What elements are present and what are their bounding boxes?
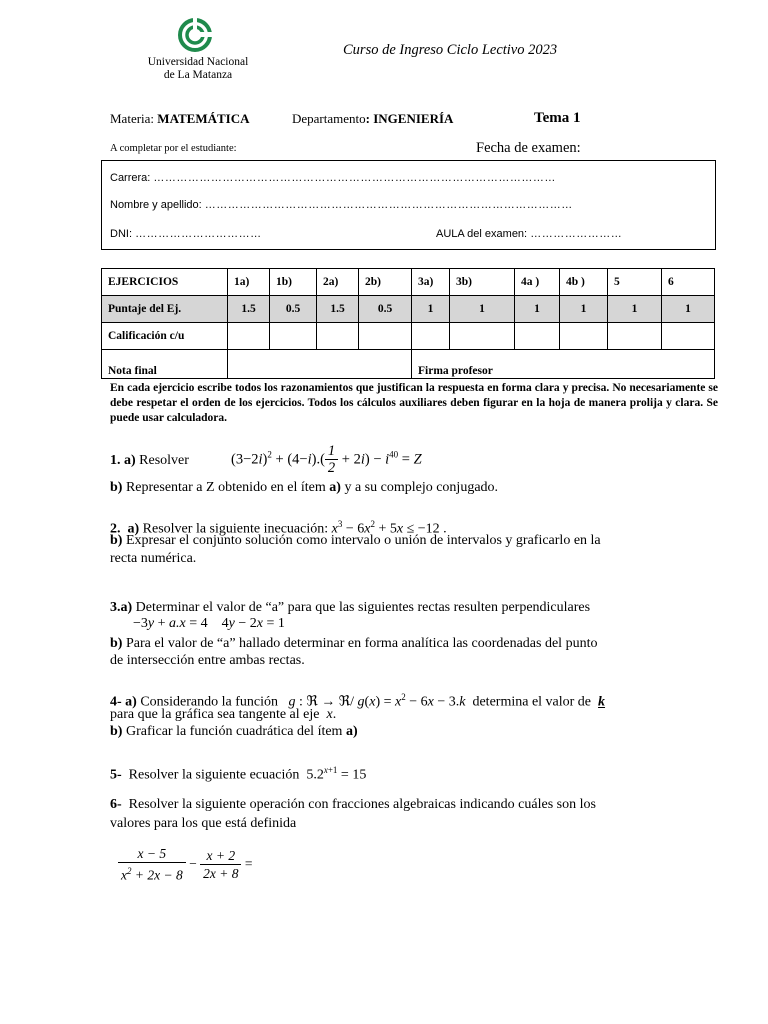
table-cell: 6 <box>662 269 715 296</box>
table-cell: 2b) <box>359 269 412 296</box>
question-6: 6- Resolver la siguiente operación con fracciones algebraicas indicando cuáles son los <box>110 797 596 812</box>
table-cell: EJERCICIOS <box>102 269 228 296</box>
dni-field[interactable]: DNI: …………………………… <box>110 228 262 240</box>
table-cell: 4b ) <box>560 269 608 296</box>
table-cell: 4a ) <box>515 269 560 296</box>
table-cell: Nota final <box>102 350 228 379</box>
question-2b: b) Expresar el conjunto solución como intervalo o unión de intervalos y graficarlo en la <box>110 533 601 548</box>
final-grade-row <box>102 350 715 379</box>
table-cell: 3a) <box>412 269 450 296</box>
table-cell: Puntaje del Ej. <box>102 296 228 323</box>
table-cell: 3b) <box>450 269 515 296</box>
question-3b: b) Para el valor de “a” hallado determinar en forma analítica las coordenadas del punto <box>110 636 598 651</box>
table-cell: 1b) <box>270 269 317 296</box>
question-2a: 2. a) Resolver la siguiente inecuación: $x^3 - 6x^2 + 5x \le -12$ . <box>110 519 447 537</box>
table-cell: 1 <box>515 296 560 323</box>
score-cell[interactable] <box>412 323 450 350</box>
score-cell[interactable] <box>359 323 412 350</box>
course-title: Curso de Ingreso Ciclo Lectivo 2023 <box>343 42 558 58</box>
final-grade-cell[interactable] <box>228 350 412 379</box>
q1-expression: $(3-2i)^2 + (4-i)$.( $\frac{1}{2}$ + $2i) - i^{40} = Z$ <box>231 443 422 476</box>
table-cell: 2a) <box>317 269 359 296</box>
nombre-field[interactable]: Nombre y apellido: …………………………………………………………………………………… <box>110 199 573 211</box>
k-variable: k <box>598 694 606 710</box>
professor-signature-cell[interactable]: Firma profesor <box>412 350 715 379</box>
tema-label: Tema 1 <box>534 110 581 126</box>
instructions-text: En cada ejercicio escribe todos los razonamientos que justifican la respuesta en forma clara y precisa. No necesariamente se debe respetar el orden de los ejercicios. Todos los cálculos auxiliares deben figurar en la hoja de manera prolija y clara. Se puede usar calculadora. <box>110 382 718 424</box>
table-cell: 1 <box>662 296 715 323</box>
question-1a: 1. a) Resolver $(3-2i)^2 + (4-i)$.( $\frac{1}{2}$ + $2i) - i^{40} = Z$ <box>110 443 422 476</box>
departamento-field: Departamento: INGENIERÍA <box>292 111 454 126</box>
score-cell[interactable] <box>228 323 270 350</box>
university-name: Universidad Nacional de La Matanza <box>147 56 249 81</box>
score-cell[interactable] <box>270 323 317 350</box>
materia-field: Materia: MATEMÁTICA <box>110 111 250 126</box>
exercises-row <box>102 269 715 296</box>
table-cell: 1 <box>412 296 450 323</box>
score-cell[interactable] <box>515 323 560 350</box>
question-6-cont: valores para los que está definida <box>110 816 297 831</box>
question-2b-cont: recta numérica. <box>110 551 197 566</box>
unlam-logo-icon <box>178 18 212 52</box>
table-cell: 5 <box>608 269 662 296</box>
table-cell: 1 <box>560 296 608 323</box>
table-cell: 1 <box>608 296 662 323</box>
university-logo <box>138 14 258 94</box>
carrera-field[interactable]: Carrera: …………………………………………………………………………………………… <box>110 172 556 184</box>
table-cell: 0.5 <box>270 296 317 323</box>
score-cell[interactable] <box>450 323 515 350</box>
question-3a: 3.a) Determinar el valor de “a” para que las siguientes rectas resulten perpendiculares <box>110 600 591 615</box>
score-cell[interactable] <box>317 323 359 350</box>
table-cell: 1a) <box>228 269 270 296</box>
table-cell: 1.5 <box>317 296 359 323</box>
question-4b: b) Graficar la función cuadrática del ítem a) <box>110 724 358 739</box>
exam-date-label: Fecha de examen: <box>476 140 581 156</box>
table-cell: 1.5 <box>228 296 270 323</box>
grades-table <box>101 268 715 379</box>
aula-field[interactable]: AULA del examen: …………………… <box>436 228 623 240</box>
question-5: 5- Resolver la siguiente ecuación $5.2^{x+1} = 15$ <box>110 765 367 783</box>
score-row <box>102 323 715 350</box>
table-cell: Calificación c/u <box>102 323 228 350</box>
table-cell: 0.5 <box>359 296 412 323</box>
student-fill-note: A completar por el estudiante: <box>110 143 237 154</box>
question-4a: 4- a) Considerando la función g : ℜ → ℜ/ $g(x) = x^2 - 6x - 3.k$ determina el valor de k <box>110 692 606 710</box>
question-3b-cont: de intersección entre ambas rectas. <box>110 653 305 668</box>
student-info-box <box>101 160 716 250</box>
question-4a-cont: para que la gráfica sea tangente al eje x. <box>110 707 337 722</box>
table-cell: 1 <box>450 296 515 323</box>
score-cell[interactable] <box>608 323 662 350</box>
score-cell[interactable] <box>560 323 608 350</box>
score-cell[interactable] <box>662 323 715 350</box>
q6-fraction-expression: $\frac{x - 5}{x^2 + 2x - 8}$ − $\frac{x + 2}{2x + 8}$ = <box>118 846 252 884</box>
question-1b: b) Representar a Z obtenido en el ítem a) y a su complejo conjugado. <box>110 480 499 495</box>
q2-inequality: x <box>331 521 338 537</box>
q3-lines: −3y + a.x = 4 4y − 2x = 1 <box>133 616 285 631</box>
points-row <box>102 296 715 323</box>
